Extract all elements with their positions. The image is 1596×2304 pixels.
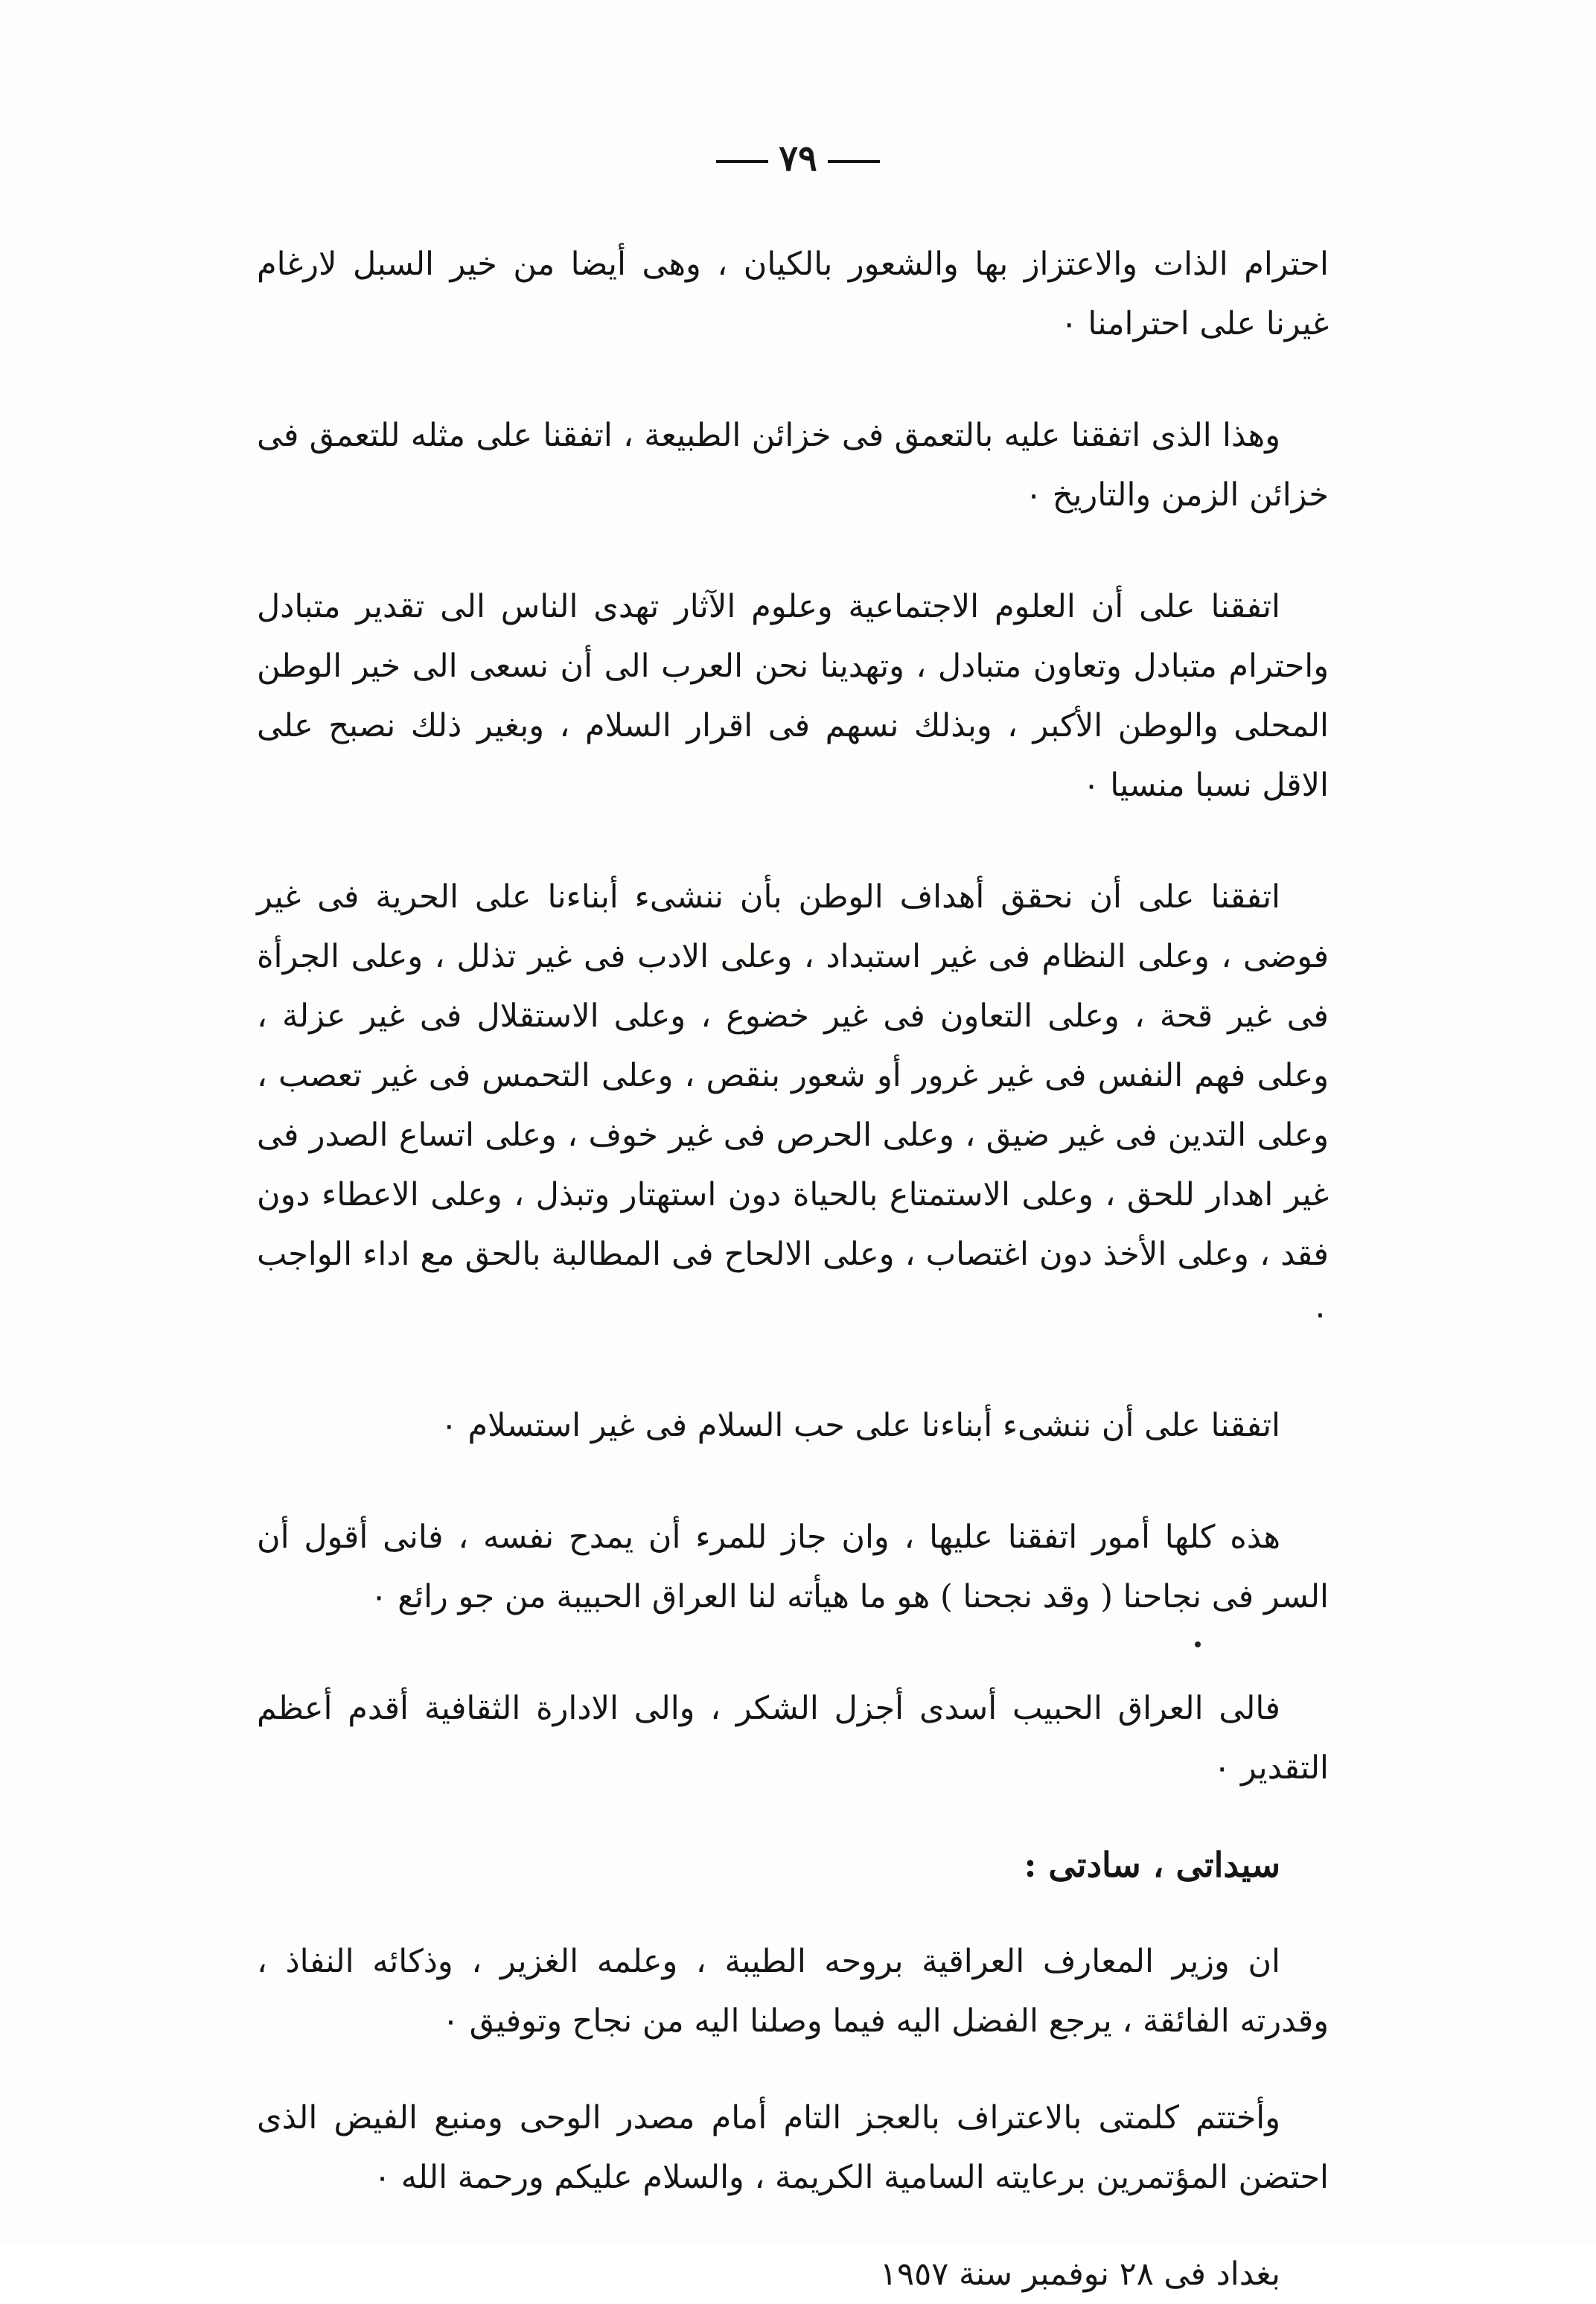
salutation-heading: سيداتى ، سادتى :: [1024, 1845, 1280, 1885]
closing-paragraph-1: ان وزير المعارف العراقية بروحه الطيبة ، وعلمه الغزير ، وذكائه النفاذ ، وقدرته الفائقة ، يرجع الفضل اليه فيما وصلنا اليه من نجاح وتوفيق ٠: [257, 1943, 1329, 2040]
date-line: بغداد فى ٢٨ نوفمبر سنة ١٩٥٧: [879, 2256, 1280, 2293]
closing-paragraph-2: وأختتم كلمتى بالاعتراف بالعجز التام أمام مصدر الوحى ومنبع الفيض الذى احتضن المؤتمرين برعايته السامية الكريمة ، والسلام عليكم ورحمة الله ٠: [257, 2099, 1329, 2196]
right-dash: [828, 160, 880, 163]
page-number: ٧٩: [779, 138, 817, 179]
paragraph-4: اتفقنا على أن نحقق أهداف الوطن بأن ننشىء أبناءنا على الحرية فى غير فوضى ، وعلى النظام فى غير استبداد ، وعلى الادب فى غير تذلل ، وعلى الجرأة فى غير قحة ، وعلى التعاون فى غير خضوع ، وعلى الاستقلال فى غير عزلة ، وعلى فهم النفس فى غير غرور أو شعور بنقص ، وعلى التحمس فى غير تعصب ، وعلى التدين فى غير ضيق ، وعلى الحرص فى غير خوف ، وعلى اتساع الصدر فى غير اهدار للحق ، وعلى الاستمتاع بالحياة دون استهتار وتبذل ، وعلى الاعطاء دون فقد ، وعلى الأخذ دون اغتصاب ، وعلى الالحاح فى المطالبة بالحق مع اداء الواجب ٠: [257, 878, 1330, 1333]
page-number-header: [0, 138, 1596, 179]
paragraph-7: فالى العراق الحبيب أسدى أجزل الشكر ، والى الادارة الثقافية أقدم أعظم التقدير ٠: [257, 1690, 1329, 1787]
paragraph-6: هذه كلها أمور اتفقنا عليها ، وان جاز للمرء أن يمدح نفسه ، فانى أقول أن السر فى نجاحنا ( وقد نجحنا ) هو ما هيأته لنا العراق الحبيبة من جو رائع ٠: [257, 1519, 1329, 1615]
print-dot-mark: [1195, 1641, 1201, 1647]
paragraph-2: وهذا الذى اتفقنا عليه بالتعمق فى خزائن الطبيعة ، اتفقنا على مثله للتعمق فى خزائن الزمن والتاريخ ٠: [257, 417, 1329, 514]
paragraph-1: احترام الذات والاعتزاز بها والشعور بالكيان ، وهى أيضا من خير السبل لارغام غيرنا على احترامنا ٠: [257, 246, 1329, 342]
document-body: [257, 234, 1329, 2304]
left-dash: [716, 160, 768, 163]
paragraph-5: اتفقنا على أن ننشىء أبناءنا على حب السلام فى غير استسلام ٠: [440, 1407, 1280, 1444]
paragraph-3: اتفقنا على أن العلوم الاجتماعية وعلوم الآثار تهدى الناس الى تقدير متبادل واحترام متبادل وتعاون متبادل ، وتهدينا نحن العرب الى أن نسعى الى خير الوطن المحلى والوطن الأكبر ، وبذلك نسهم فى اقرار السلام ، وبغير ذلك نصبح على الاقل نسبا منسيا ٠: [257, 588, 1329, 804]
